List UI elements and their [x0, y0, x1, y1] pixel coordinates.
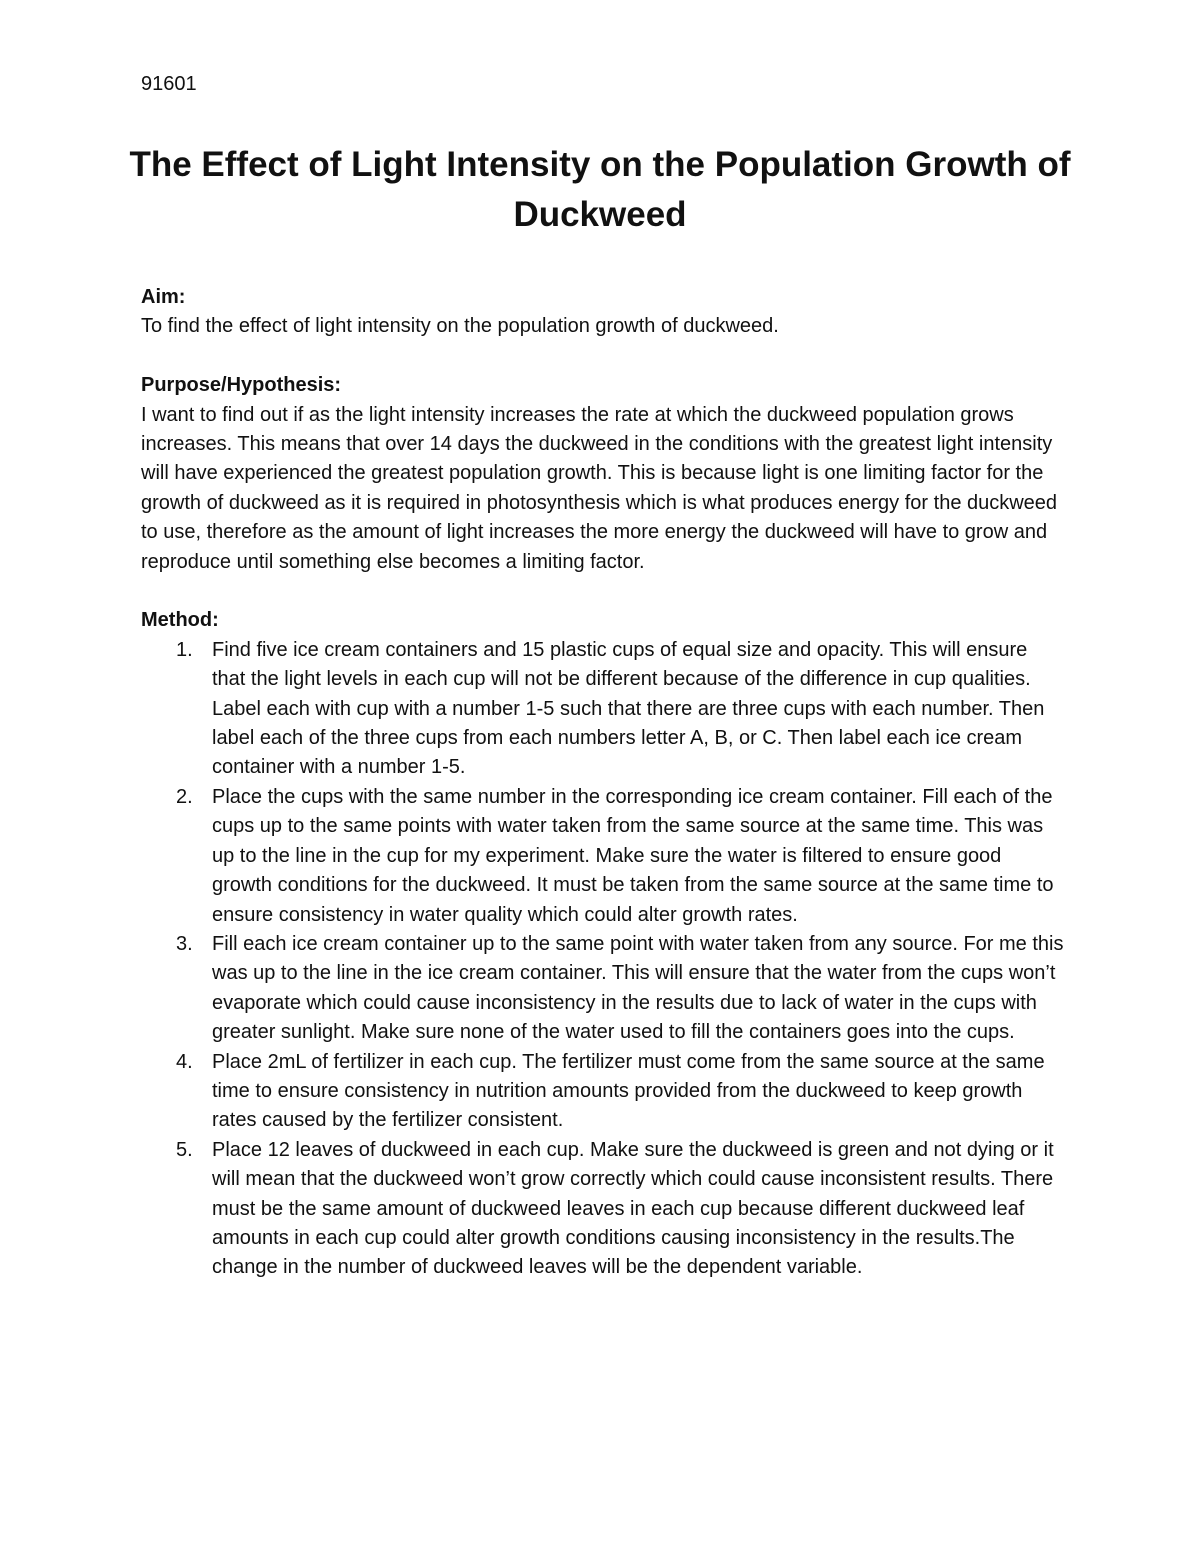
- method-step: [141, 636, 1066, 783]
- method-step: [141, 1048, 1066, 1136]
- step-number: 2.: [176, 785, 193, 808]
- document-code: 91601: [141, 73, 197, 95]
- method-section: [141, 606, 1066, 1282]
- step-text: Place 12 leaves of duckweed in each cup. Make sure the duckweed is green and not dying or it will mean that the duckweed won’t grow correctly which could cause inconsistent results. There must be the same amount of duckweed leaves in each cup because different duckweed leaf amounts in each cup could alter growth conditions causing inconsistency in the results.The change in the number of duckweed leaves will be the dependent variable.: [212, 1138, 1054, 1279]
- aim-heading: Aim:: [141, 286, 186, 308]
- step-text: Place the cups with the same number in the corresponding ice cream container. Fill each of the cups up to the same points with water taken from the same source at the same time. This was up to the line in the cup for my experiment. Make sure the water is filtered to ensure good growth conditions for the duckweed. It must be taken from the same source at the same time to ensure consistency in water quality which could alter growth rates.: [212, 785, 1054, 926]
- step-number: 4.: [176, 1050, 193, 1073]
- step-text: Fill each ice cream container up to the same point with water taken from any source. For me this was up to the line in the ice cream container. This will ensure that the water from the cups won’t evaporate which could cause inconsistency in the results due to lack of water in the cups with greater sunlight. Make sure none of the water used to fill the containers goes into the cups.: [212, 932, 1064, 1044]
- method-heading: Method:: [141, 609, 219, 632]
- method-step: [141, 1136, 1066, 1283]
- step-number: 1.: [176, 638, 193, 661]
- purpose-heading: Purpose/Hypothesis:: [141, 374, 342, 397]
- purpose-text: I want to find out if as the light intensity increases the rate at which the duckweed population grows increases. This means that over 14 days the duckweed in the conditions with the greatest light intensity will have experienced the greatest population growth. This is because light is one limiting factor for the growth of duckweed as it is required in photosynthesis which is what produces energy for the duckweed to use, therefore as the amount of light increases the more energy the duckweed will have to grow and reproduce until something else becomes a limiting factor.: [141, 403, 1058, 573]
- method-step: [141, 783, 1066, 930]
- aim-section: [141, 283, 1066, 342]
- aim-text: To find the effect of light intensity on the population growth of duckweed.: [141, 315, 779, 338]
- step-number: 3.: [176, 932, 193, 955]
- step-text: Find five ice cream containers and 15 plastic cups of equal size and opacity. This will ensure that the light levels in each cup will not be different because of the difference in cup qualities. Label each with cup with a number 1-5 such that there are three cups with each number. Then label each of the three cups from each numbers letter A, B, or C. Then label each ice cream container with a number 1-5.: [212, 638, 1045, 779]
- document-title: The Effect of Light Intensity on the Population Growth of Duckweed: [129, 145, 1071, 234]
- purpose-section: [141, 371, 1066, 577]
- step-text: Place 2mL of fertilizer in each cup. The fertilizer must come from the same source at the same time to ensure consistency in nutrition amounts provided from the duckweed to keep growth rates caused by the fertilizer consistent.: [212, 1050, 1045, 1132]
- step-number: 5.: [176, 1138, 193, 1161]
- method-steps-list: [141, 636, 1066, 1283]
- method-step: [141, 930, 1066, 1048]
- document-body: [141, 283, 1066, 1312]
